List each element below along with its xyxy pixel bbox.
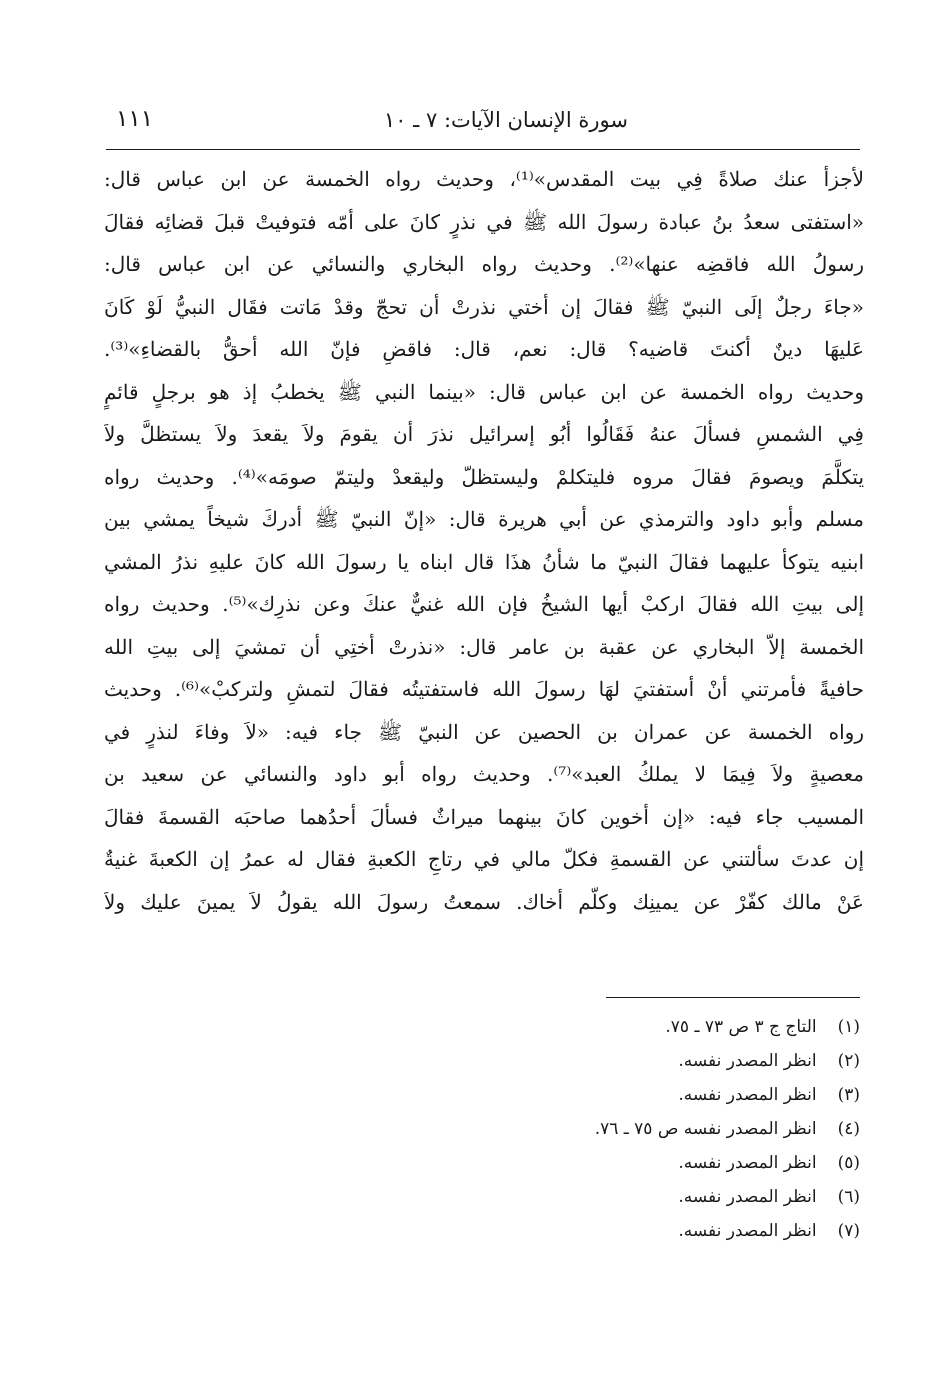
text-line: الخمسة إلاّ البخاري عن عقبة بن عامر قال: «نذرتْ أختِي أن تمشيَ إلى بيتِ الله [104, 634, 864, 659]
footnote-item [160, 1146, 860, 1180]
footnote-number: (٧) [837, 1221, 860, 1241]
text-line: حافيةً فأمرتني أنْ أستفتيَ لهَا رسولَ الله فاستفتيتُه فقالَ لتمشِ ولتركبْ»⁽⁶⁾. وحديث [104, 677, 864, 701]
footnote-number: (٣) [837, 1085, 860, 1105]
text-line: معصيةٍ ولاَ فِيمَا لا يملكُ العبد»⁽⁷⁾. وحديث رواه أبو داود والنسائي عن سعيد بن [104, 762, 864, 786]
footnotes [160, 1010, 860, 1248]
text-line: يتكلَّمَ ويصومَ فقالَ مروه فليتكلمْ وليستظلّ وليقعدْ وليتمّ صومَه»⁽⁴⁾. وحديث رواه [104, 464, 864, 489]
text-line: مسلم وأبو داود والترمذي عن أبي هريرة قال: «إنّ النبيّ ﷺ أدركَ شيخاً يمشي بين [104, 507, 864, 531]
footnote-item [160, 1180, 860, 1214]
text-line: لأجزأ عنك صلاةً فِي بيت المقدس»⁽¹⁾، وحديث رواه الخمسة عن ابن عباس قال: [104, 167, 864, 191]
text-line: «جاءَ رجلٌ إلَى النبيّ ﷺ فقالَ إن أختي نذرتْ أن تحجّ وقدْ مَاتت فقَال النبيُّ لَوْ كَانَ [104, 294, 864, 319]
footnote-text: انظر المصدر نفسه ص ٧٥ ـ ٧٦. [594, 1119, 817, 1139]
footnote-number: (٢) [837, 1051, 860, 1071]
text-line: عَليهَا دينٌ أكنتَ قاضيه؟ قال: نعم، قال: فاقضِ فإنّ الله أحقُّ بالقضاءِ»⁽³⁾. [104, 337, 864, 361]
text-line: عَنْ مالك كفّرْ عن يمينِك وكلّم أخاك. سمعتُ رسولَ الله يقولُ لاَ يمينَ عليك ولاَ [104, 889, 864, 914]
footnote-item [160, 1010, 860, 1044]
footnote-text: انظر المصدر نفسه. [678, 1221, 817, 1241]
footnote-text: انظر المصدر نفسه. [678, 1085, 817, 1105]
footnote-text: انظر المصدر نفسه. [678, 1187, 817, 1207]
footnote-item [160, 1078, 860, 1112]
footnote-item [160, 1214, 860, 1248]
header-title: سورة الإنسان الآيات: ٧ ـ ١٠ [383, 108, 628, 132]
running-header [112, 104, 860, 144]
text-line: ابنيه يتوكأ عليهما فقالَ النبيّ ما شأنُ هذَا قال ابناه يا رسولَ الله كانَ عليهِ نذرُ المشي [104, 549, 864, 574]
text-line: رسولُ الله فاقضِه عنها»⁽²⁾. وحديث رواه البخاري والنسائي عن ابن عباس قال: [104, 252, 864, 276]
footnote-text: التاج ج ٣ ص ٧٣ ـ ٧٥. [665, 1017, 817, 1037]
main-text [104, 158, 864, 923]
footnote-separator [606, 997, 860, 998]
footnote-number: (١) [837, 1017, 860, 1037]
footnote-text: انظر المصدر نفسه. [678, 1051, 817, 1071]
footnote-number: (٦) [837, 1187, 860, 1207]
text-line: إن عدتَ سألتني عن القسمةِ فكلّ مالي في رتاجِ الكعبةِ فقال له عمرُ إن الكعبةَ غنيةٌ [104, 847, 864, 871]
footnote-item [160, 1044, 860, 1078]
text-line: وحديث رواه الخمسة عن ابن عباس قال: «بينما النبي ﷺ يخطبُ إذ هو برجلٍ قائمٍ [104, 379, 864, 404]
text-line: رواه الخمسة عن عمران بن الحصين عن النبيّ ﷺ جاء فيه: «لاَ وفاءَ لنذرٍ في [104, 719, 864, 744]
footnote-item [160, 1112, 860, 1146]
footnote-text: انظر المصدر نفسه. [678, 1153, 817, 1173]
text-line: المسيب جاء فيه: «إن أخوين كانَ بينهما ميراثٌ فسألَ أحدُهما صاحبَه القسمةَ فقالَ [104, 804, 864, 829]
text-line: فِي الشمسِ فسألَ عنهُ فَقَالُوا أبُو إسرائيل نذرَ أن يقومَ ولاَ يقعدَ ولاَ يستظلَّ ولاَ [104, 422, 864, 446]
text-line: إلى بيتِ الله فقالَ اركبْ أيها الشيخُ فإن الله غنيٌّ عنكَ وعن نذرِك»⁽⁵⁾. وحديث رواه [104, 592, 864, 616]
text-line: «استفتى سعدُ بنُ عبادة رسولَ الله ﷺ في نذرٍ كانَ على أمّه فتوفيتْ قبلَ قضائِه فقالَ [104, 209, 864, 234]
header-rule [106, 149, 860, 150]
footnote-number: (٤) [837, 1119, 860, 1139]
page-number: ١١١ [116, 106, 154, 132]
footnote-number: (٥) [837, 1153, 860, 1173]
